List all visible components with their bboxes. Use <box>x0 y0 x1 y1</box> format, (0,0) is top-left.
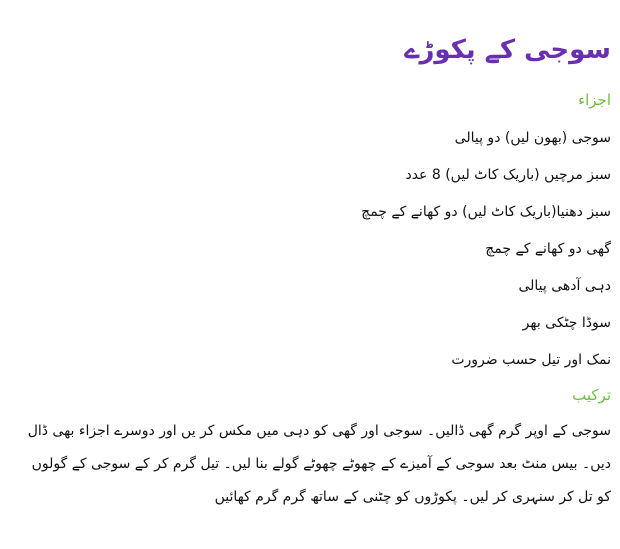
ingredient-item: سبز دھنیا(باریک کاٹ لیں) دو کھانے کے چمچ <box>361 204 611 220</box>
ingredients-heading: اجزاء <box>578 91 611 109</box>
ingredients-list <box>14 120 611 379</box>
ingredient-item: سبز مرچیں (باریک کاٹ لیں) 8 عدد <box>405 167 611 183</box>
recipe-title: سوجی کے پکوڑے <box>404 35 611 65</box>
ingredient-item: نمک اور تیل حسب ضرورت <box>451 352 611 368</box>
method-paragraph: سوجی کے اوپر گرم گھی ڈالیں۔ سوجی اور گھی کو دہی میں مکس کر یں اور دوسرے اجزاء بھی ڈال دیں۔ بیس منٹ بعد سوجی کے آمیزے کے چھوٹے چھوٹے گولے بنا لیں۔ تیل گرم کر کے سوجی کے گولوں کو تل کر سنہری کر لیں۔ پکوڑوں کو چٹنی کے ساتھ گرم گرم کھائیں <box>27 423 611 505</box>
ingredient-item: سوڈا چٹکی بھر <box>522 315 611 331</box>
ingredient-item: سوجی (بھون لیں) دو پیالی <box>454 130 611 146</box>
method-heading: ترکیب <box>572 386 611 404</box>
ingredient-item: گھی دو کھانے کے چمچ <box>485 241 611 257</box>
ingredient-item: دہی آدھی پیالی <box>518 278 611 294</box>
